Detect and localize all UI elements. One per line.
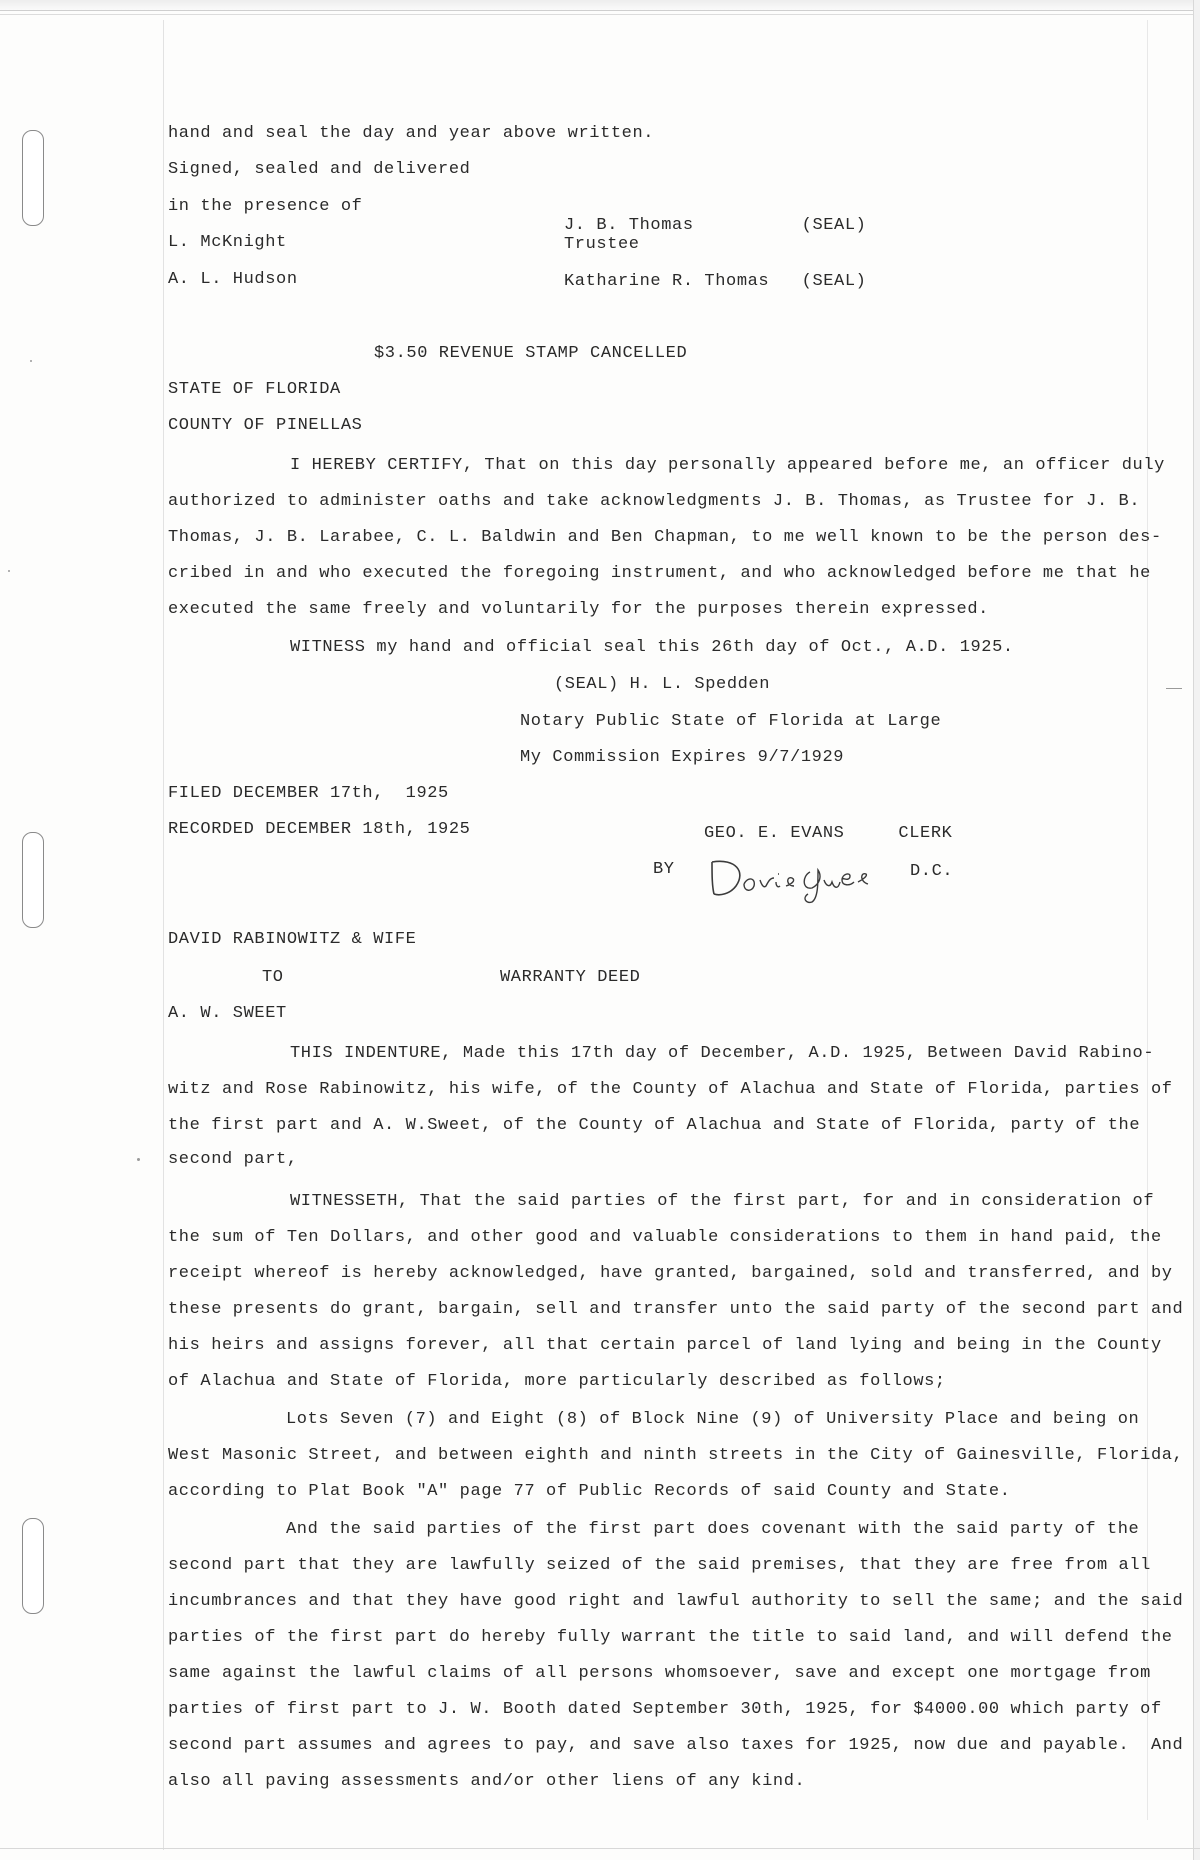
stamp-note: $3.50 REVENUE STAMP CANCELLED <box>374 344 688 363</box>
right-margin-rule <box>1147 20 1148 1820</box>
signer-title: Trustee <box>564 235 640 254</box>
text-line: STATE OF FLORIDA <box>168 380 341 399</box>
text-line: witz and Rose Rabinowitz, his wife, of the County of Alachua and State of Florida, parties of <box>168 1080 1173 1099</box>
text-line: these presents do grant, bargain, sell and transfer unto the said party of the second part and <box>168 1300 1184 1319</box>
binder-hole-top <box>22 130 44 226</box>
page-bottom-edge <box>0 1848 1200 1849</box>
text-line: the sum of Ten Dollars, and other good and valuable considerations to them in hand paid, the <box>168 1228 1162 1247</box>
edge-mark <box>1166 688 1182 689</box>
recorded-date: RECORDED DECEMBER 18th, 1925 <box>168 820 471 839</box>
signer-name: Katharine R. Thomas (SEAL) <box>564 272 867 291</box>
stray-mark <box>8 570 10 572</box>
clerk-signature <box>706 854 896 904</box>
stray-mark <box>30 360 32 362</box>
text-line: authorized to administer oaths and take acknowledgments J. B. Thomas, as Trustee for J. B. <box>168 492 1141 511</box>
text-line: WITNESSETH, That the said parties of the first part, for and in consideration of <box>290 1192 1155 1211</box>
grantee-heading: A. W. SWEET <box>168 1004 287 1023</box>
text-line: hand and seal the day and year above written. <box>168 124 655 143</box>
text-line: second part assumes and agrees to pay, and save also taxes for 1925, now due and payable. And <box>168 1736 1184 1755</box>
grantor-heading: DAVID RABINOWITZ & WIFE <box>168 930 417 949</box>
witness-name: A. L. Hudson <box>168 270 298 289</box>
text-line: Thomas, J. B. Larabee, C. L. Baldwin and Ben Chapman, to me well known to be the person des- <box>168 528 1162 547</box>
text-line: parties of first part to J. W. Booth dated September 30th, 1925, for $4000.00 which party of <box>168 1700 1162 1719</box>
text-line: second part that they are lawfully seized of the said premises, that they are free from all <box>168 1556 1151 1575</box>
notary-name: (SEAL) H. L. Spedden <box>554 675 771 694</box>
text-line: in the presence of <box>168 197 363 216</box>
text-line: West Masonic Street, and between eighth and ninth streets in the City of Gainesville, Florida, <box>168 1446 1184 1465</box>
text-line: Lots Seven (7) and Eight (8) of Block Nine (9) of University Place and being on <box>286 1410 1140 1429</box>
deed-title: WARRANTY DEED <box>500 968 641 987</box>
to-heading: TO <box>262 968 284 987</box>
text-line: receipt whereof is hereby acknowledged, have granted, bargained, sold and transferred, and by <box>168 1264 1173 1283</box>
text-line: cribed in and who executed the foregoing instrument, and who acknowledged before me that he <box>168 564 1151 583</box>
text-line: And the said parties of the first part does covenant with the said party of the <box>286 1520 1140 1539</box>
by-label: BY <box>653 860 675 879</box>
text-line: Signed, sealed and delivered <box>168 160 471 179</box>
text-line: executed the same freely and voluntarily for the purposes therein expressed. <box>168 600 989 619</box>
binder-hole-bottom <box>22 1518 44 1614</box>
witness-name: L. McKnight <box>168 233 287 252</box>
filed-date: FILED DECEMBER 17th, 1925 <box>168 784 449 803</box>
binder-hole-middle <box>22 832 44 928</box>
page-top-rule <box>0 14 1200 15</box>
text-line: THIS INDENTURE, Made this 17th day of December, A.D. 1925, Between David Rabino- <box>290 1044 1155 1063</box>
text-line: second part, <box>168 1150 298 1169</box>
text-line: same against the lawful claims of all persons whomsoever, save and except one mortgage from <box>168 1664 1151 1683</box>
text-line: of Alachua and State of Florida, more particularly described as follows; <box>168 1372 946 1391</box>
text-line: incumbrances and that they have good right and lawful authority to sell the same; and the said <box>168 1592 1184 1611</box>
left-margin-rule <box>163 20 164 1850</box>
text-line: COUNTY OF PINELLAS <box>168 416 363 435</box>
stray-mark <box>137 1158 140 1161</box>
notary-title: Notary Public State of Florida at Large <box>520 712 942 731</box>
page-top-edge <box>0 0 1200 11</box>
text-line: parties of the first part do hereby fully warrant the title to said land, and will defend the <box>168 1628 1173 1647</box>
page-right-edge <box>1193 0 1200 1860</box>
text-line: I HEREBY CERTIFY, That on this day personally appeared before me, an officer duly <box>290 456 1165 475</box>
text-line: his heirs and assigns forever, all that certain parcel of land lying and being in the County <box>168 1336 1162 1355</box>
text-line: the first part and A. W.Sweet, of the County of Alachua and State of Florida, party of the <box>168 1116 1141 1135</box>
clerk-name: GEO. E. EVANS CLERK <box>704 824 953 843</box>
deputy-clerk-label: D.C. <box>910 862 954 881</box>
text-line: according to Plat Book "A" page 77 of Public Records of said County and State. <box>168 1482 1011 1501</box>
text-line: also all paving assessments and/or other liens of any kind. <box>168 1772 806 1791</box>
signer-name: J. B. Thomas (SEAL) <box>564 216 867 235</box>
text-line: WITNESS my hand and official seal this 26th day of Oct., A.D. 1925. <box>290 638 1014 657</box>
commission-expiry: My Commission Expires 9/7/1929 <box>520 748 845 767</box>
